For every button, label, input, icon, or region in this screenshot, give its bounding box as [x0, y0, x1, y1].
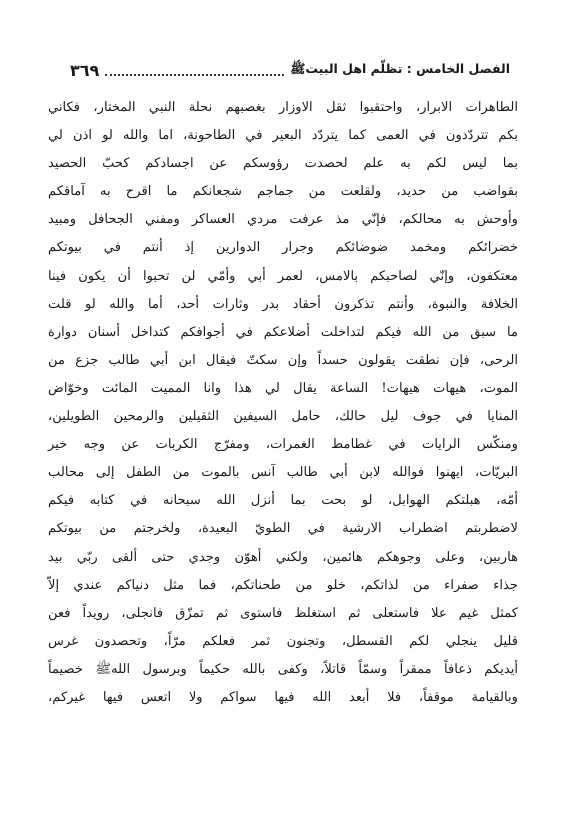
text-line: معتكفون، وإنّي لصاحبكم بالامس، لعمر أبي وأمّي لن تحبوا أن يكون فينا [48, 268, 518, 284]
text-line: كمثل غيم علا فاستعلى ثم استغلظ فاستوى ثم تمزّق فانجلى، رويداً فعن [48, 605, 518, 621]
text-line: وأوحش به محالكم، فإنّي مذ عرفت مردي العساكر ومفني الجحافل ومبيد [48, 212, 518, 228]
text-line: الموت، هيهات هيهات! الساعة يقال لي هذا وانا المميت المائت وخوّاض [48, 380, 518, 396]
text-line: أيديكم ذعافاً ممقراً وسمّاً قاتلاً، وكفى بالله حكيماً وبرسول اللهﷺ خصيماً [48, 661, 518, 677]
body-text [48, 94, 518, 712]
text-line: هاربين، وعلى وجوهكم هائمين، ولكني أهوّن وجدي حتى ألقى ربّي بيد [48, 549, 518, 565]
text-line: ومنكّس الرايات في غطامط الغمرات، ومفرّج الكربات عن وجه خير [48, 437, 518, 453]
text-line: الرحى، فإن نطقت يقولون حسداً وإن سكتّ فيقال ابن أبي طالب جزع من [48, 352, 518, 368]
text-line: بكم تتردّدون في العمى كما يتردّد البعير في الطاحونة، اما والله لو اذن لي [48, 128, 518, 144]
text-line: ما سبق من الله فيكم لتداخلت أضلاعكم في أجوافكم كتداخل أسنان دوارة [48, 324, 518, 340]
text-line: البريّات، ايهنوا فوالله لابن أبي طالب آنس بالموت من الطفل إلى محالب [48, 465, 518, 481]
text-line: وبالقيامة موقفاً، فلا أبعد الله فيها سواكم ولا اتعس فيها غيركم، [48, 689, 518, 705]
text-line: جذاء صفراء من لذاتكم، خلو من طحناتكم، فما مثل دنياكم عندي إلاّ [48, 577, 518, 593]
page-header [70, 58, 510, 82]
text-line: الخلافة والنبوة، وأنتم تذكرون أحقاد بدر وثارات أحد، أما والله لو قلت [48, 296, 518, 312]
text-line: لاضطربتم اضطراب الارشية في الطويّ البعيدة، ولخرجتم من بيوتكم [48, 521, 518, 537]
text-line: خضرائكم ومخمد ضوضائكم وجرار الدوارين إذ أنتم في بيوتكم [48, 240, 518, 256]
text-line: المنايا في جوف ليل حالك، حامل السيفين الثقيلين والرمحين الطويلين، [48, 409, 518, 425]
text-line: أمّه، هبلتكم الهوابل، لو بحت بما أنزل الله سبحانه في كتابه فيكم [48, 493, 518, 509]
text-line: بما ليس لكم به علم لحصدت رؤوسكم عن اجسادكم كحبّ الحصيد [48, 156, 518, 172]
page-number: ٣٦٩ [70, 60, 100, 80]
text-line: قليل ينجلي لكم القسطل، وتجنون ثمر فعلكم مرّاً، وتحصدون غرس [48, 633, 518, 649]
running-title: الفصل الخامس : تظلّم اهل البيتﷺ [290, 60, 510, 76]
text-line: الطاهرات الابرار، واحتقبوا ثقل الاوزار بغصبهم نحلة النبي المختار، فكاني [48, 100, 518, 115]
text-line: بقواضب من حديد، ولقلعت من جماجم شجعانكم ما اقرح به آماقكم [48, 184, 518, 200]
leader-dots [105, 64, 284, 76]
